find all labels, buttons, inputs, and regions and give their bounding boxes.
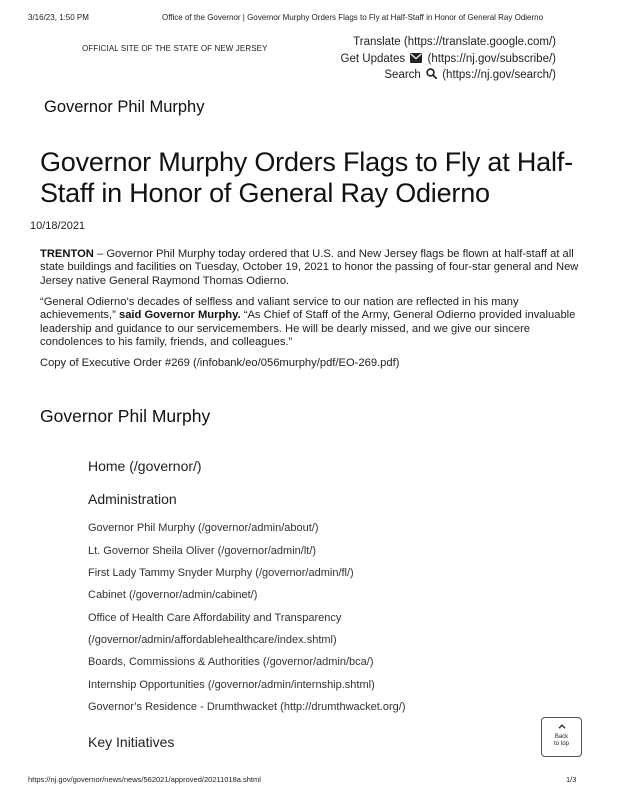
- search-icon: [426, 68, 437, 82]
- get-updates-label: Get Updates: [340, 53, 406, 65]
- search-label: Search: [384, 69, 421, 81]
- nav-item-first-lady[interactable]: First Lady Tammy Snyder Murphy (/governor/admin/fl/): [88, 567, 354, 579]
- nav-heading[interactable]: Governor Phil Murphy: [40, 406, 211, 426]
- nav-item-boards[interactable]: Boards, Commissions & Authorities (/governor/admin/bca/): [88, 656, 374, 668]
- nav-item-governor[interactable]: Governor Phil Murphy (/governor/admin/about/): [88, 522, 319, 534]
- get-updates-url: (https://nj.gov/subscribe/): [427, 53, 556, 65]
- nav-item-internship[interactable]: Internship Opportunities (/governor/admin/internship.shtml): [88, 679, 375, 691]
- print-footer-page: 1/3: [566, 775, 577, 784]
- nav-item-cabinet[interactable]: Cabinet (/governor/admin/cabinet/): [88, 589, 258, 601]
- print-footer-url: https://nj.gov/governor/news/news/562021/approved/20211018a.shtml: [28, 775, 261, 784]
- back-to-top-line2: to top: [553, 741, 569, 747]
- paragraph-1-body: – Governor Phil Murphy today ordered that U.S. and New Jersey flags be flown at half-staff at all state buildings and facilities on Tuesday, October 19, 2021 to honor the passing of four-star general and New Jersey native General Raymond Thomas Odierno.: [40, 248, 579, 287]
- nav-item-health-care-office[interactable]: Office of Health Care Affordability and Transparency: [88, 612, 342, 624]
- quote-attribution: said Governor Murphy.: [115, 309, 241, 322]
- executive-order-link[interactable]: Copy of Executive Order #269 (/infobank/eo/056murphy/pdf/EO-269.pdf): [40, 357, 400, 369]
- site-title: OFFICIAL SITE OF THE STATE OF NEW JERSEY: [82, 44, 268, 53]
- search-link[interactable]: [384, 68, 556, 82]
- envelope-icon: [410, 53, 422, 66]
- article-title: Governor Murphy Orders Flags to Fly at Half-Staff in Honor of General Ray Odierno: [40, 147, 573, 208]
- nav-item-residence[interactable]: Governor’s Residence - Drumthwacket (http://drumthwacket.org/): [88, 701, 406, 713]
- article-paragraph-2: [40, 296, 580, 350]
- back-to-top-line1: Back: [554, 734, 569, 740]
- translate-link[interactable]: Translate (https://translate.google.com/): [353, 36, 556, 48]
- print-timestamp: 3/16/23, 1:50 PM: [28, 13, 89, 22]
- back-to-top-button[interactable]: [541, 717, 582, 757]
- search-url: (https://nj.gov/search/): [442, 69, 556, 81]
- article-paragraph-1: [40, 248, 580, 288]
- quote-opening: “General Odierno’s decades of selfless and valiant service to our nation are reflected in his many achievements,”: [40, 296, 519, 322]
- nav-home-link[interactable]: Home (/governor/): [88, 458, 202, 474]
- chevron-up-icon: [542, 724, 581, 732]
- office-name[interactable]: Governor Phil Murphy: [44, 98, 205, 116]
- dateline: TRENTON: [40, 248, 94, 260]
- get-updates-link[interactable]: [341, 53, 556, 66]
- nav-item-health-care-office-url[interactable]: (/governor/admin/affordablehealthcare/index.shtml): [88, 634, 337, 646]
- quote-rest: “As Chief of Staff of the Army, General Odierno provided invaluable leadership and guidance to our servicemembers. He will be dearly missed, and we give our sincere condolences to his family, friends, and colleagues.”: [40, 309, 576, 349]
- nav-administration[interactable]: Administration: [88, 491, 177, 507]
- nav-key-initiatives[interactable]: Key Initiatives: [88, 734, 175, 750]
- nav-item-lt-governor[interactable]: Lt. Governor Sheila Oliver (/governor/admin/lt/): [88, 545, 317, 557]
- article-date: 10/18/2021: [30, 220, 86, 232]
- print-page-title: Office of the Governor | Governor Murphy Orders Flags to Fly at Half-Staff in Honor of General Ray Odierno: [162, 13, 544, 22]
